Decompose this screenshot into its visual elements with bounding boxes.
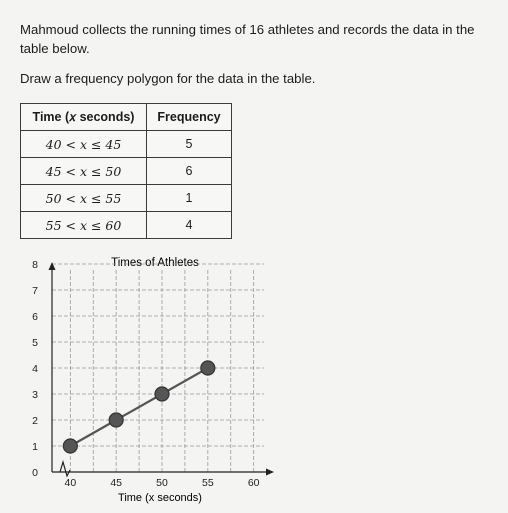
x-axis-arrow [266,469,274,476]
frequency-table [20,103,232,239]
x-tick-label: 40 [64,477,77,489]
chart-axes [49,262,275,476]
table-row [21,212,232,239]
data-point [63,439,77,453]
frequency-cell: 5 [147,131,232,158]
header-frequency: Frequency [147,104,232,131]
interval-cell: 50 < 𝑥 ≤ 55 [21,185,147,212]
y-tick-label: 4 [32,363,38,375]
header-time: Time (𝑥 seconds) [21,104,147,131]
frequency-cell: 4 [147,212,232,239]
y-tick-label: 2 [32,415,38,427]
interval-cell: 55 < 𝑥 ≤ 60 [21,212,147,239]
x-tick-label: 45 [110,477,123,489]
x-tick-label: 60 [247,477,260,489]
y-tick-label: 7 [32,285,38,297]
data-point [201,361,215,375]
chart-grid [52,264,264,472]
x-axis-break [60,462,70,476]
chart-title: Times of Athletes [111,257,199,269]
interval-cell: 40 < 𝑥 ≤ 45 [21,131,147,158]
interval-cell: 45 < 𝑥 ≤ 50 [21,158,147,185]
frequency-cell: 1 [147,185,232,212]
frequency-polygon-chart [0,248,300,508]
y-tick-label: 5 [32,337,38,349]
y-tick-label: 6 [32,311,38,323]
question-instruction: Draw a frequency polygon for the data in the table. [20,71,316,86]
question-text [20,20,490,58]
y-tick-label: 1 [32,441,38,453]
chart-tick-labels [32,259,260,489]
table-row [21,158,232,185]
table-row [21,131,232,158]
x-tick-label: 50 [156,477,168,489]
table-row [21,185,232,212]
y-tick-label: 0 [32,467,38,479]
frequency-cell: 6 [147,158,232,185]
y-tick-label: 3 [32,389,38,401]
x-tick-label: 55 [201,477,214,489]
y-tick-label: 8 [32,259,38,271]
data-point [109,413,123,427]
data-point [155,387,169,401]
question-line-2: table below. [20,41,90,56]
x-axis-label: Time (x seconds) [118,492,202,504]
table-header-row [21,104,232,131]
question-line-1: Mahmoud collects the running times of 16 athletes and records the data in the [20,22,475,37]
y-axis-arrow [49,262,56,270]
